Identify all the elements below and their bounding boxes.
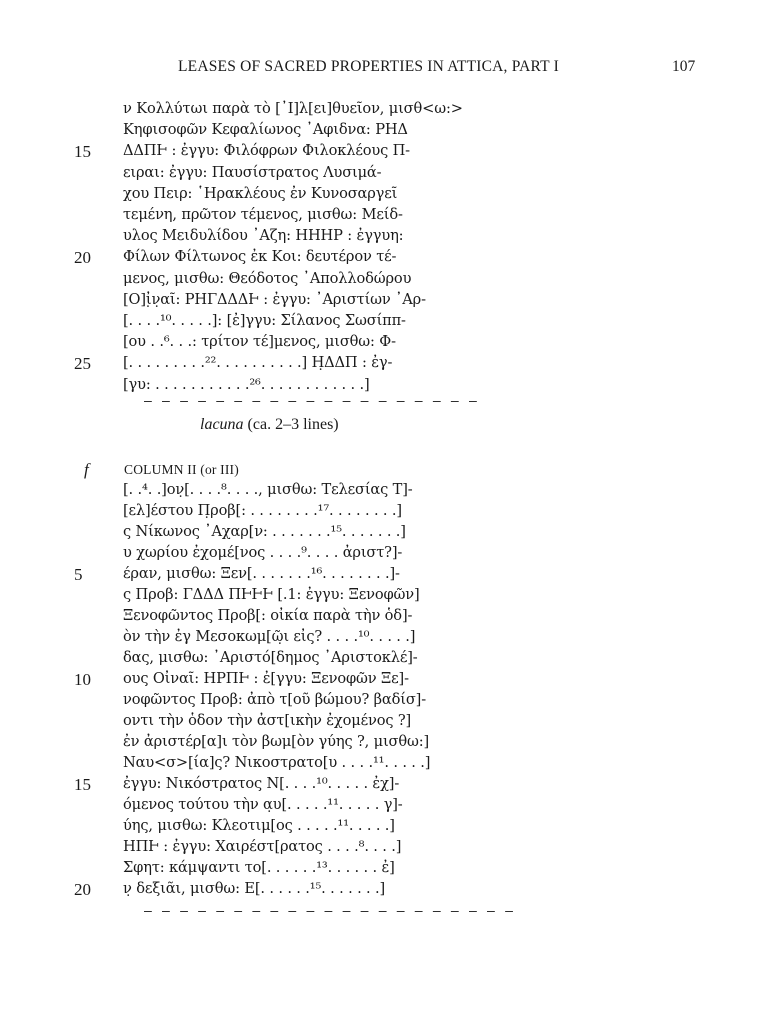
page-header — [0, 58, 768, 82]
line-text: υλος Μειδυλίδου ᾿Αζη: ΗΗΗΡ : ἐγγυη: — [123, 227, 404, 245]
line-text: δας, μισθω: ᾿Αριστό[δημος ᾿Αριστοκλέ]- — [123, 649, 418, 666]
line-text: Ξενοφῶντος Προβ[: οἰκία παρὰ τὴν ὁδ]- — [123, 607, 413, 624]
line-text: ους Οἰναῖ: ΗΡΠͰ : ἐ[γγυ: Ξενοφῶν Ξε]- — [123, 670, 409, 687]
page-number: 107 — [672, 58, 696, 75]
inscription-line — [0, 270, 768, 291]
line-text: ΗΠͰ : ἐγγυ: Χαιρέστ[ρατος . . . .⁸. . . .] — [123, 838, 402, 855]
inscription-line — [0, 164, 768, 185]
inscription-line — [0, 838, 768, 859]
inscription-line — [0, 733, 768, 754]
line-text: ν̣ δεξιᾶι, μισθω: Ε[. . . . . .¹⁵. . . . . . .] — [123, 880, 386, 897]
inscription-line — [0, 248, 768, 269]
line-text: [ου . .⁶. . .: τρίτον τέ]μενος, μισθω: Φ- — [123, 333, 396, 351]
inscription-line — [0, 607, 768, 628]
lacuna-note — [200, 416, 339, 434]
inscription-line — [0, 628, 768, 649]
fragment-letter: f — [84, 460, 89, 479]
inscription-line — [0, 817, 768, 838]
inscription-line — [0, 691, 768, 712]
inscription-line — [0, 859, 768, 880]
line-text: τεμένη, πρῶτον τέμενος, μισθω: Μείδ- — [123, 206, 403, 223]
line-number: 15 — [74, 142, 91, 162]
inscription-line — [0, 185, 768, 206]
inscription-line — [0, 206, 768, 227]
inscription-line — [0, 502, 768, 523]
line-text: ΔΔΠͰ : ἐγγυ: Φιλόφρων Φιλοκλέους Π- — [123, 142, 410, 160]
line-text: ειραι: ἐγγυ: Παυσίστρατος Λυσιμά- — [123, 163, 382, 181]
line-text: ύης, μισθω: Κλεοτιμ[ος . . . . .¹¹. . . . .] — [123, 817, 395, 834]
inscription-line — [0, 481, 768, 502]
inscription-line — [0, 880, 768, 901]
line-text: έραν, μισθω: Ξεν[. . . . . . .¹⁶. . . . . . . .]- — [123, 565, 400, 582]
inscription-line — [0, 649, 768, 670]
line-number: 25 — [74, 354, 91, 374]
inscription-line — [0, 775, 768, 796]
line-number: 5 — [74, 565, 83, 584]
line-text: ν Κολλύτωι παρὰ τὸ [᾿Ι]λ[ει]θυεῖον, μισθ<ω:> — [123, 100, 463, 117]
inscription-line — [0, 712, 768, 733]
line-text: νοφῶντος Προβ: ἀπὸ τ[οῦ βώμου? βαδίσ]- — [123, 691, 426, 708]
end-rule: – – – – – – – – – – – – – – – – – – – – – — [144, 904, 515, 919]
running-title: LEASES OF SACRED PROPERTIES IN ATTICA, PART I — [178, 58, 559, 75]
column-label — [0, 460, 768, 480]
line-text: ς Προβ: ΓΔΔΔ ΠͰͰͰ [.1: ἐγγυ: Ξενοφῶν] — [123, 586, 420, 603]
inscription-line — [0, 142, 768, 163]
lacuna-word: lacuna — [200, 416, 244, 433]
line-text: ἐν ἀριστέρ[α]ι τὸν βωμ[ὸν γύης ?, μισθω:] — [123, 733, 430, 750]
line-number: 20 — [74, 880, 91, 899]
inscription-line — [0, 333, 768, 354]
inscription-line — [0, 227, 768, 248]
line-text: [Ο]ἰ̣ν̣αῖ: ΡΗΓΔΔΔͰ : ἐγγυ: ᾿Αριστίων ᾿Αρ- — [123, 290, 426, 308]
line-text: υ χωρίου ἐχομέ[νος . . . .⁹. . . . ἀριστ?]- — [123, 544, 403, 561]
inscription-line — [0, 670, 768, 691]
inscription-line — [0, 565, 768, 586]
line-text: μενος, μισθω: Θεόδοτος ᾿Απολλοδώρου — [123, 269, 412, 287]
inscription-line — [0, 291, 768, 312]
lacuna-rule: – – – – – – – – – – – – – – – – – – – — [144, 394, 478, 409]
line-text: [. . . .¹⁰. . . . .]: [ἐ]γγυ: Σίλανος Σωσίππ- — [123, 312, 406, 329]
column-heading: COLUMN II (or III) — [124, 462, 239, 477]
line-text: [. . . . . . . . .²². . . . . . . . . .] Η̣ΔΔΠ : ἐγ- — [123, 354, 393, 372]
line-text: Σφητ: κάμψαντι το[. . . . . .¹³. . . . . . ἐ] — [123, 859, 395, 876]
line-text: όμενος τούτου τὴν α̣υ[. . . . .¹¹. . . . . γ]- — [123, 796, 403, 813]
line-number: 15 — [74, 775, 91, 794]
line-text: [ελ]έστου Π̣ροβ[: . . . . . . . .¹⁷. . . . . . . .] — [123, 502, 402, 519]
inscription-line — [0, 312, 768, 333]
inscription-line — [0, 121, 768, 142]
inscription-line — [0, 354, 768, 375]
line-text: χου Πειρ: ῾Ηρακλέους ἐν Κυνοσαργεῖ — [123, 184, 398, 202]
inscription-line — [0, 100, 768, 121]
line-number: 20 — [74, 248, 91, 268]
inscription-line — [0, 523, 768, 544]
line-text: [. .⁴. .]ον̣[. . . .⁸. . . ., μισθω: Τελεσίας Τ]- — [123, 481, 413, 498]
inscription-line — [0, 754, 768, 775]
line-text: Ναυ<σ>[ία]ς? Νικοστρατο[υ . . . .¹¹. . . . .] — [123, 754, 431, 771]
inscription-line — [0, 586, 768, 607]
line-text: ὸν τὴν ἐγ Μεσοκωμ[ῶ̣ι εἰς? . . . .¹⁰. . . . .] — [123, 628, 416, 645]
line-text: Φίλων Φίλτωνος ἐκ Κοι: δευτέρον τέ- — [123, 248, 397, 266]
line-text: ἐγγυ: Νικόστρατος Ν[. . . .¹⁰. . . . . ἐχ]- — [123, 775, 400, 792]
line-text: Κηφισοφῶν Κεφαλίωνος ᾿Αφιδνα: ΡΗΔ — [123, 121, 408, 139]
line-text: ς Νίκωνος ᾿Αχαρ[ν: . . . . . . .¹⁵. . . . . . .] — [123, 523, 406, 540]
lacuna-extent: (ca. 2–3 lines) — [243, 416, 339, 433]
inscription-line — [0, 796, 768, 817]
inscription-line — [0, 544, 768, 565]
line-text: [γυ: . . . . . . . . . . .²⁶. . . . . . . . . . . .] — [123, 375, 370, 393]
line-number: 10 — [74, 670, 91, 689]
line-text: οντι τὴν ὁδον τὴν ἀστ[ικὴν ἐχομένος ?] — [123, 712, 412, 729]
